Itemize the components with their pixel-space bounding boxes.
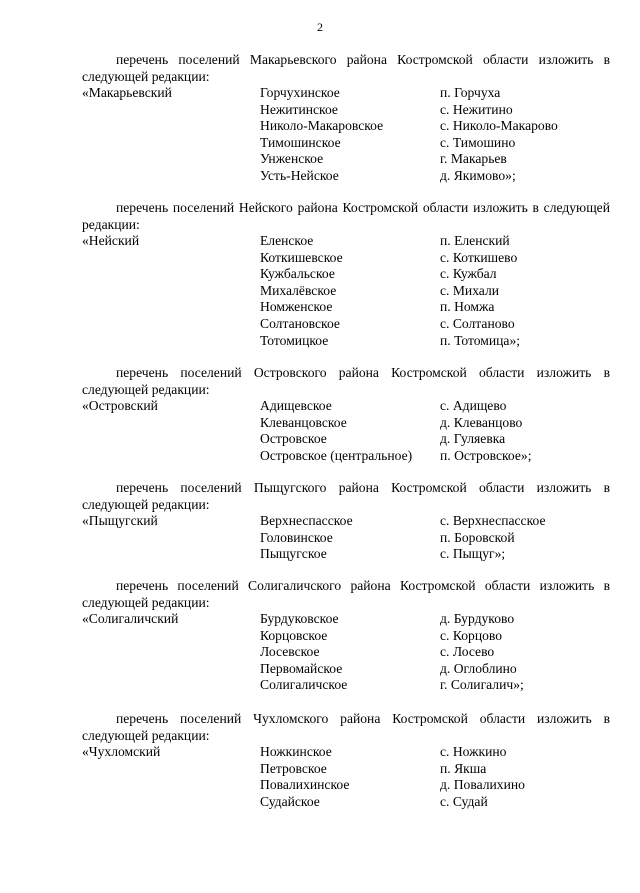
table-row	[82, 744, 610, 761]
admin-center: п. Якша	[440, 760, 487, 776]
admin-center: с. Лосево	[440, 644, 495, 660]
settlement-name: Островское (центральное)	[260, 447, 413, 463]
settlement-name: Верхнеспасское	[260, 513, 353, 528]
settlement-table	[82, 744, 610, 810]
table-row	[82, 546, 610, 563]
settlement-name: Адищевское	[260, 398, 332, 413]
settlement-table	[82, 611, 610, 694]
settlement-name: Нежитинское	[260, 101, 338, 117]
settlement-name: Головинское	[260, 529, 333, 545]
settlement-name: Николо-Макаровское	[260, 118, 384, 134]
section-intro: перечень поселений Островского района Костромской области изложить в следующей редакции:	[82, 365, 610, 397]
district-name: «Макарьевский	[82, 85, 172, 100]
table-row	[82, 794, 610, 811]
table-row	[82, 102, 610, 119]
section-intro: перечень поселений Солигаличского района Костромской области изложить в следующей редакции:	[82, 578, 610, 610]
settlement-name: Михалёвское	[260, 282, 337, 298]
admin-center: с. Судай	[440, 793, 488, 809]
section-neysky	[82, 200, 610, 349]
table-row	[82, 266, 610, 283]
settlement-name: Кужбальское	[260, 266, 335, 282]
admin-center: с. Коткишево	[440, 249, 518, 265]
admin-center: с. Михали	[440, 282, 500, 298]
settlement-name: Тимошинское	[260, 134, 341, 150]
settlement-name: Пыщугское	[260, 546, 327, 562]
settlement-name: Ножкинское	[260, 744, 332, 759]
table-row	[82, 233, 610, 250]
table-row	[82, 250, 610, 267]
table-row	[82, 398, 610, 415]
section-intro: перечень поселений Чухломского района Костромской области изложить в следующей редакции:	[82, 711, 610, 743]
admin-center: с. Тимошино	[440, 134, 516, 150]
table-row	[82, 135, 610, 152]
table-row	[82, 611, 610, 628]
admin-center: д. Оглоблино	[440, 660, 517, 676]
settlement-name: Клеванцовское	[260, 414, 347, 430]
district-name: «Солигаличский	[82, 611, 179, 626]
settlement-name: Горчухинское	[260, 85, 340, 100]
table-row	[82, 761, 610, 778]
section-intro: перечень поселений Макарьевского района Костромской области изложить в следующей редакции:	[82, 52, 610, 84]
table-row	[82, 151, 610, 168]
admin-center: д. Клеванцово	[440, 414, 523, 430]
table-row	[82, 431, 610, 448]
section-ostrovsky	[82, 365, 610, 464]
admin-center: с. Нежитино	[440, 101, 513, 117]
section-makaryevsky	[82, 52, 610, 185]
settlement-table	[82, 398, 610, 464]
section-intro: перечень поселений Пыщугского района Костромской области изложить в следующей редакции:	[82, 480, 610, 512]
admin-center: с. Николо-Макарово	[440, 118, 558, 134]
admin-center: п. Горчуха	[440, 85, 501, 100]
settlement-name: Номженское	[260, 299, 333, 315]
admin-center: с. Адищево	[440, 398, 507, 413]
admin-center: п. Еленский	[440, 233, 510, 248]
settlement-name: Корцовское	[260, 627, 328, 643]
settlement-name: Солтановское	[260, 315, 340, 331]
admin-center: с. Верхнеспасское	[440, 513, 546, 528]
table-row	[82, 333, 610, 350]
section-pyshchugsky	[82, 480, 610, 563]
admin-center: д. Повалихино	[440, 777, 525, 793]
settlement-name: Солигаличское	[260, 677, 348, 693]
settlement-name: Унженское	[260, 151, 324, 167]
table-row	[82, 299, 610, 316]
settlement-name: Повалихинское	[260, 777, 350, 793]
table-row	[82, 513, 610, 530]
admin-center: д. Бурдуково	[440, 611, 515, 626]
district-name: «Нейский	[82, 233, 140, 248]
admin-center: п. Боровской	[440, 529, 515, 545]
settlement-name: Коткишевское	[260, 249, 343, 265]
section-intro: перечень поселений Нейского района Костромской области изложить в следующей редакции:	[82, 200, 610, 232]
admin-center: г. Макарьев	[440, 151, 507, 167]
table-row	[82, 530, 610, 547]
admin-center: п. Тотомица»;	[440, 332, 521, 348]
page-number: 2	[317, 20, 323, 34]
admin-center: п. Островское»;	[440, 447, 532, 463]
table-row	[82, 85, 610, 102]
table-row	[82, 628, 610, 645]
table-row	[82, 777, 610, 794]
settlement-name: Бурдуковское	[260, 611, 339, 626]
settlement-table	[82, 233, 610, 349]
settlement-table	[82, 85, 610, 185]
settlement-table	[82, 513, 610, 563]
settlement-name: Еленское	[260, 233, 314, 248]
admin-center: с. Корцово	[440, 627, 503, 643]
admin-center: с. Пыщуг»;	[440, 546, 506, 562]
settlement-name: Лосевское	[260, 644, 320, 660]
admin-center: с. Ножкино	[440, 744, 507, 759]
settlement-name: Судайское	[260, 793, 320, 809]
table-row	[82, 415, 610, 432]
district-name: «Чухломский	[82, 744, 161, 759]
table-row	[82, 283, 610, 300]
settlement-name: Первомайское	[260, 660, 343, 676]
settlement-name: Петровское	[260, 760, 327, 776]
table-row	[82, 661, 610, 678]
section-chukhlomsky	[82, 711, 610, 810]
table-row	[82, 316, 610, 333]
district-name: «Пыщугский	[82, 513, 158, 528]
table-row	[82, 448, 610, 465]
admin-center: г. Солигалич»;	[440, 677, 524, 693]
table-row	[82, 168, 610, 185]
table-row	[82, 118, 610, 135]
settlement-name: Тотомицкое	[260, 332, 329, 348]
settlement-name: Усть-Нейское	[260, 167, 339, 183]
settlement-name: Островское	[260, 431, 327, 447]
table-row	[82, 644, 610, 661]
admin-center: д. Гуляевка	[440, 431, 506, 447]
admin-center: с. Кужбал	[440, 266, 497, 282]
district-name: «Островский	[82, 398, 158, 413]
admin-center: д. Якимово»;	[440, 167, 516, 183]
admin-center: п. Номжа	[440, 299, 495, 315]
section-soligalichsky	[82, 578, 610, 694]
admin-center: с. Солтаново	[440, 315, 515, 331]
table-row	[82, 677, 610, 694]
